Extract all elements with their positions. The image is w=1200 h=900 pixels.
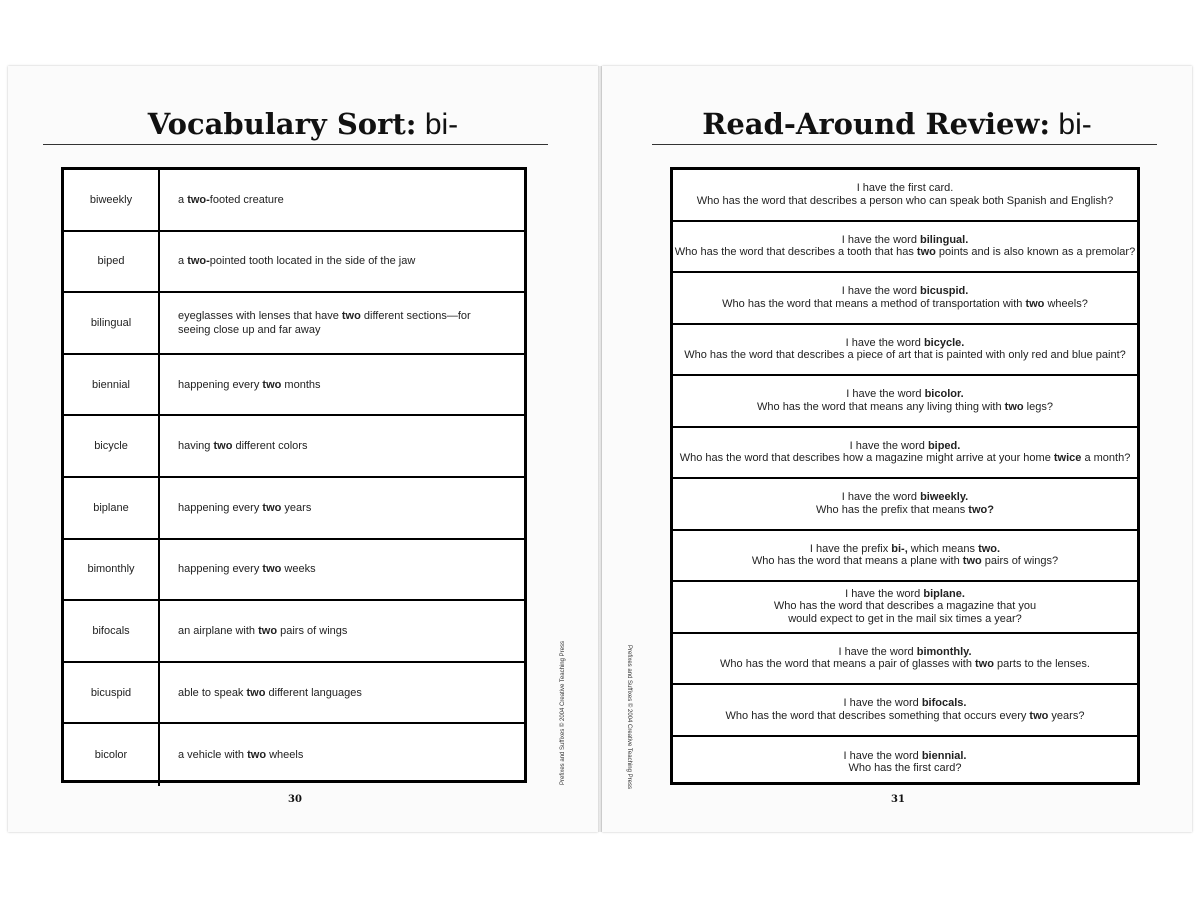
text-segment: would expect to get in the mail six times a year?	[788, 613, 1022, 626]
table-row	[64, 355, 524, 417]
table-row	[64, 601, 524, 663]
table-row	[64, 663, 524, 725]
definition-text	[178, 309, 494, 337]
bold-text: biweekly.	[920, 491, 969, 504]
table-row	[64, 724, 524, 786]
bold-text: two	[262, 563, 282, 576]
text-segment: parts to the lenses.	[993, 658, 1090, 671]
card-line	[680, 452, 1131, 465]
text-segment: wheels?	[1044, 297, 1088, 310]
text-segment: happening every	[178, 378, 263, 391]
table-row	[64, 478, 524, 540]
table-row	[64, 170, 524, 232]
bold-text: bicolor.	[924, 388, 964, 401]
text-segment: I have the word	[841, 233, 920, 246]
text-segment: Who has the prefix that means	[816, 503, 969, 516]
vocab-word: biennial	[64, 355, 160, 415]
vocabulary-sort-table	[61, 167, 527, 783]
text-segment: years	[281, 501, 312, 514]
text-segment: able to speak	[178, 686, 247, 699]
bold-text: two	[258, 624, 278, 637]
bold-text: twice	[1053, 452, 1082, 465]
vocab-word: biweekly	[64, 170, 160, 230]
bold-text: bimonthly.	[916, 645, 972, 658]
text-segment: points and is also known as a premolar?	[935, 246, 1136, 259]
vocab-word: bicolor	[64, 724, 160, 786]
definition-text	[178, 378, 321, 392]
card-line	[842, 285, 969, 298]
table-row	[64, 416, 524, 478]
card-line	[757, 401, 1053, 414]
table-row	[64, 540, 524, 602]
card-line	[838, 646, 971, 659]
text-segment: Who has the word that describes a piece of art that is painted with only red and blue paint?	[684, 349, 1126, 362]
text-segment: an airplane with	[178, 624, 259, 637]
bold-text: two	[1029, 709, 1049, 722]
card-line	[848, 762, 961, 775]
table-row	[64, 232, 524, 294]
title-suffix: bi-	[1050, 108, 1092, 141]
definition-text	[178, 686, 362, 700]
text-segment: Who has the word that describes how a magazine might arrive at your home	[679, 452, 1054, 465]
text-segment: months	[281, 378, 321, 391]
text-segment: Who has the word that describes something that occurs every	[725, 709, 1030, 722]
text-segment: I have the word	[846, 388, 925, 401]
review-card	[673, 376, 1137, 428]
read-around-review-cards	[670, 167, 1140, 785]
review-card	[673, 428, 1137, 480]
review-card	[673, 634, 1137, 686]
text-segment: I have the word	[849, 439, 928, 452]
bold-text: two-	[187, 255, 210, 268]
card-line	[842, 491, 968, 504]
vocab-word: biped	[64, 232, 160, 292]
text-segment: pairs of wings?	[981, 555, 1059, 568]
text-segment: footed creature	[209, 193, 284, 206]
review-card	[673, 582, 1137, 634]
vocab-definition	[160, 355, 524, 415]
bold-text: two	[262, 501, 282, 514]
text-segment: I have the word	[845, 587, 924, 600]
vocab-definition	[160, 601, 524, 661]
card-line	[844, 750, 967, 763]
card-line	[857, 182, 954, 195]
bold-text: two	[962, 555, 982, 568]
vocab-word: bicuspid	[64, 663, 160, 723]
text-segment: Who has the word that describes a tooth that has	[674, 246, 917, 259]
bold-text: two	[341, 309, 361, 322]
vocab-word: biplane	[64, 478, 160, 538]
card-line	[788, 613, 1022, 626]
card-line	[752, 555, 1058, 568]
card-line	[845, 588, 965, 601]
definition-text	[178, 254, 415, 268]
card-line	[684, 349, 1126, 362]
card-line	[774, 600, 1036, 613]
bold-text: bicycle.	[923, 336, 965, 349]
vocab-definition	[160, 663, 524, 723]
text-segment: eyeglasses with lenses that have	[178, 309, 342, 322]
review-card	[673, 531, 1137, 583]
card-line	[810, 543, 1000, 556]
bold-text: bifocals.	[921, 697, 967, 710]
text-segment: weeks	[281, 563, 316, 576]
bold-text: biplane.	[923, 587, 965, 600]
text-segment: Who has the word that describes a person who can speak both Spanish and English?	[696, 194, 1114, 207]
text-segment: I have the word	[838, 645, 917, 658]
text-segment: I have the word	[841, 491, 921, 504]
card-line	[697, 195, 1113, 208]
text-segment: Who has the word that describes a magazine that you	[773, 600, 1037, 613]
text-segment: I have the word	[843, 697, 922, 710]
bold-text: two	[246, 686, 266, 699]
text-segment: legs?	[1023, 400, 1053, 413]
text-segment: different colors	[232, 440, 308, 453]
card-line	[816, 504, 994, 517]
text-segment: Who has the word that means a plane with	[751, 555, 963, 568]
bold-text: two?	[968, 503, 994, 516]
copyright-credit: Prefixes and Suffixes © 2004 Creative Teaching Press	[560, 641, 566, 785]
vocab-word: bimonthly	[64, 540, 160, 600]
text-segment: I have the first card.	[856, 182, 954, 195]
text-segment: happening every	[178, 563, 263, 576]
vocab-definition	[160, 478, 524, 538]
bold-text: two	[975, 658, 994, 671]
title-suffix: bi-	[416, 108, 459, 141]
text-segment: I have the prefix	[809, 542, 892, 555]
page-number: 30	[288, 794, 302, 805]
review-card	[673, 325, 1137, 377]
vocab-word: bifocals	[64, 601, 160, 661]
table-row	[64, 293, 524, 355]
definition-text	[178, 439, 307, 453]
page-number: 31	[891, 794, 905, 805]
right-page	[602, 66, 1192, 832]
text-segment: a	[178, 255, 188, 268]
bold-text: biennial.	[921, 749, 967, 762]
bold-text: bi-,	[891, 542, 908, 555]
card-line	[720, 658, 1090, 671]
review-card	[673, 479, 1137, 531]
text-segment: years?	[1048, 709, 1085, 722]
vocab-definition	[160, 540, 524, 600]
bold-text: biped.	[927, 439, 961, 452]
card-line	[844, 697, 967, 710]
text-segment: I have the word	[843, 749, 922, 762]
definition-text	[178, 748, 303, 762]
review-card	[673, 273, 1137, 325]
text-segment: Who has the word that means any living thing with	[757, 400, 1005, 413]
text-segment: a month?	[1081, 452, 1131, 465]
bold-text: two	[262, 378, 282, 391]
title-bold: Read-Around Review:	[702, 107, 1051, 141]
title-bold: Vocabulary Sort:	[147, 107, 417, 141]
definition-text	[178, 624, 347, 638]
definition-text	[178, 193, 284, 207]
card-line	[846, 337, 965, 350]
text-segment: I have the word	[845, 336, 924, 349]
text-segment: Who has the first card?	[848, 762, 962, 775]
text-segment: wheels	[266, 749, 304, 762]
card-line	[722, 298, 1088, 311]
text-segment: a	[178, 193, 188, 206]
vocab-definition	[160, 232, 524, 292]
text-segment: a vehicle with	[178, 749, 248, 762]
page-title	[602, 106, 1192, 143]
text-segment: which means	[907, 542, 979, 555]
card-line	[675, 246, 1135, 259]
bold-text: two	[247, 749, 267, 762]
book-spread	[8, 66, 1192, 832]
bold-text: two.	[978, 542, 1001, 555]
vocab-word: bilingual	[64, 293, 160, 353]
vocab-definition	[160, 293, 524, 353]
vocab-definition	[160, 724, 524, 786]
title-rule	[652, 144, 1157, 145]
left-page	[8, 66, 598, 832]
vocab-definition	[160, 416, 524, 476]
text-segment: Who has the word that means a method of transportation with	[722, 297, 1026, 310]
text-segment: I have the word	[841, 285, 920, 298]
card-line	[850, 440, 961, 453]
title-rule	[43, 144, 548, 145]
text-segment: different languages	[265, 686, 362, 699]
page-title	[8, 106, 598, 143]
review-card	[673, 737, 1137, 789]
bold-text: two-	[187, 193, 210, 206]
text-segment: pairs of wings	[277, 624, 348, 637]
review-card	[673, 222, 1137, 274]
bold-text: bicuspid.	[920, 285, 969, 298]
vocab-definition	[160, 170, 524, 230]
text-segment: Who has the word that means a pair of glasses with	[720, 658, 975, 671]
card-line	[842, 234, 969, 247]
vocab-word: bicycle	[64, 416, 160, 476]
card-line	[726, 710, 1085, 723]
text-segment: pointed tooth located in the side of the jaw	[209, 255, 416, 268]
bold-text: bilingual.	[920, 233, 969, 246]
text-segment: different sections—for seeing close up and far away	[178, 309, 471, 336]
review-card	[673, 170, 1137, 222]
bold-text: two	[916, 246, 936, 259]
bold-text: two	[213, 440, 233, 453]
definition-text	[178, 562, 316, 576]
bold-text: two	[1025, 297, 1045, 310]
bold-text: two	[1004, 400, 1024, 413]
definition-text	[178, 501, 311, 515]
review-card	[673, 685, 1137, 737]
copyright-credit: Prefixes and Suffixes © 2004 Creative Teaching Press	[626, 645, 632, 789]
card-line	[846, 388, 963, 401]
text-segment: happening every	[178, 501, 263, 514]
text-segment: having	[178, 440, 214, 453]
